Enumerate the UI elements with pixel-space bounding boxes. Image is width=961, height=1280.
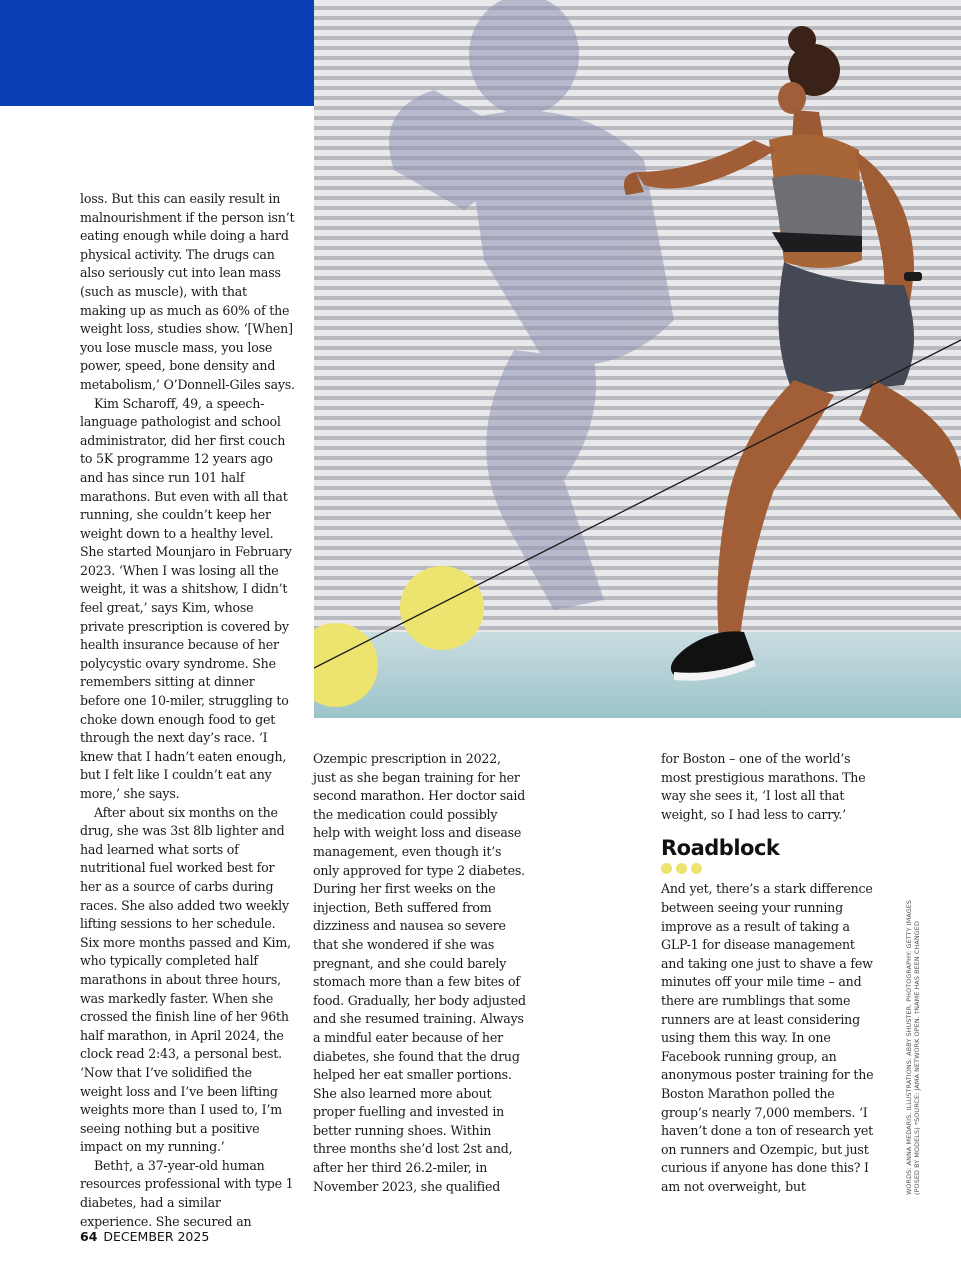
brand-color-block [0,0,314,106]
column-3 [661,750,875,1196]
paragraph: After about six months on the drug, she was 3st 8lb lighter and had learned what sorts of nutritional fuel worked best for her as a source of carbs during races. She also added two weekly lifting sessions to her schedule. Six more months passed and Kim, who typically completed half marathons in about three hours, was markedly faster. When she crossed the finish line of her 96th half marathon, in April 2024, the clock read 2:43, a personal best. ‘Now that I’ve solidified the weight loss and I’ve been lifting weights more than I used to, I’m seeing nothing but a positive impact on my running.’ [80,804,291,1155]
yellow-circle [400,566,484,650]
heading-dots [661,863,875,874]
credits-line-2: (POSED BY MODELS) *SOURCE: JAMA NETWORK OPEN. †NAME HAS BEEN CHANGED [913,921,921,1195]
paragraph: And yet, there’s a stark difference between seeing your running improve as a result of taking a GLP-1 for disease management and taking one just to shave a few minutes off your mile time – and there are rumblings that some runners are at least considering using them this way. In one Facebook running group, an anonymous poster training for the Boston Marathon polled the group’s nearly 7,000 members. ‘I haven’t done a ton of research yet on runners and Ozempic, but just curious if anyone has done this? I am not overweight, but [661,881,874,1194]
photo-credits [905,855,921,1195]
paragraph: for Boston – one of the world’s most prestigious marathons. The way she sees it, ‘I lost all that weight, so I had less to carry.’ [661,751,866,822]
dot-icon [676,863,687,874]
issue-date: DECEMBER 2025 [103,1229,210,1244]
dot-icon [661,863,672,874]
credits-line-1: WORDS: ANNA MEDARIS. ILLUSTRATIONS: ABBY SHUSTER. PHOTOGRAPHY: GETTY IMAGES [905,899,913,1195]
column-1 [80,190,296,1231]
paragraph: Ozempic prescription in 2022, just as she began training for her second marathon. Her doctor said the medication could possibly help with weight loss and disease management, even though it’s only approved for type 2 diabetes. During her first weeks on the injection, Beth suffered from dizziness and nausea so severe that she wondered if she was pregnant, and she could barely stomach more than a few bites of food. Gradually, her body adjusted and she resumed training. Always a mindful eater because of her diabetes, she found that the drug helped her eat smaller portions. She also learned more about proper fuelling and invested in better running shoes. Within three months she’d lost 2st and, after her third 26.2-miler, in November 2023, she qualified [313,751,526,1194]
paragraph: loss. But this can easily result in malnourishment if the person isn’t eating enough while doing a hard physical activity. The drugs can also seriously cut into lean mass (such as muscle), with that making up as much as 60% of the weight loss, studies show. ‘[When] you lose muscle mass, you lose power, speed, bone density and metabolism,’ O’Donnell-Giles says. [80,191,295,392]
page-number: 64 [80,1229,98,1244]
paragraph: Kim Scharoff, 49, a speech-language pathologist and school administrator, did her first couch to 5K programme 12 years ago and has since run 101 half marathons. But even with all that running, she couldn’t keep her weight down to a healthy level. She started Mounjaro in February 2023. ‘When I was losing all the weight, it was a shitshow, I didn’t feel great,’ says Kim, whose private prescription is covered by health insurance because of her polycystic ovary syndrome. She remembers sitting at dinner before one 10-miler, struggling to choke down enough food to get through the next day’s race. ‘I knew that I hadn’t eaten enough, but I felt like I couldn’t eat any more,’ she says. [80,395,292,801]
hero-photo [314,0,961,718]
paragraph: Beth†, a 37-year-old human resources professional with type 1 diabetes, had a similar experience. She secured an [80,1157,294,1229]
dot-icon [691,863,702,874]
section-heading: Roadblock [661,836,780,861]
column-2 [313,750,527,1196]
page-folio [80,1229,209,1244]
